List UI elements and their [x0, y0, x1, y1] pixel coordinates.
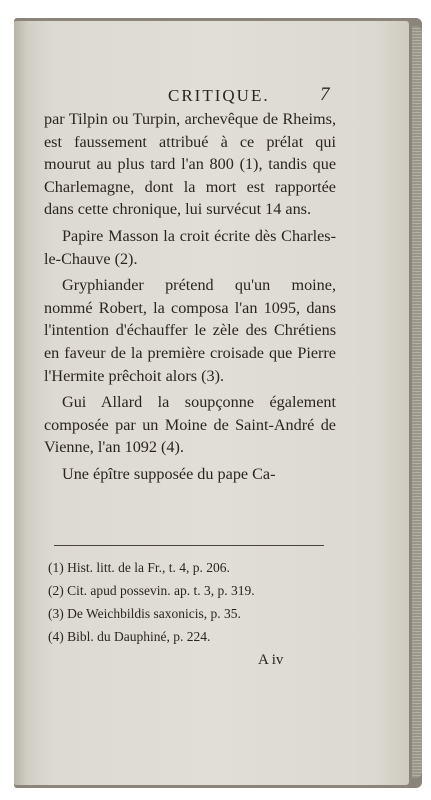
paragraph: Gryphiander prétend qu'un moine, nommé Robert, la composa l'an 1095, dans l'intention d'échauffer le zèle des Chrétiens en faveur de la première croisade que Pierre l'Hermite prêchoit alors (3). [44, 276, 336, 385]
page-edges [412, 26, 422, 778]
paragraph: Gui Allard la soupçonne également composée par un Moine de Saint-André de Vienne, l'an 1092 (4). [44, 393, 336, 457]
running-head: CRITIQUE. [168, 86, 270, 105]
paragraph: Papire Masson la croit écrite dès Charles-le-Chauve (2). [44, 226, 336, 268]
page-number: 7 [320, 84, 330, 105]
footnote-rule [54, 545, 324, 546]
footnote: (2) Cit. apud possevin. ap. t. 3, p. 319. [48, 583, 255, 598]
footnotes [48, 556, 328, 648]
signature-mark: A iv [258, 652, 284, 668]
footnote: (1) Hist. litt. de la Fr., t. 4, p. 206. [48, 560, 230, 575]
footnote: (4) Bibl. du Dauphiné, p. 224. [48, 629, 211, 644]
paragraph: Une épître supposée du pape Ca- [62, 464, 276, 483]
footnote: (3) De Weichbildis saxonicis, p. 35. [48, 606, 241, 621]
paragraph: par Tilpin ou Turpin, archevêque de Rheims, est faussement attribué à ce prélat qui mourut au plus tard l'an 800 (1), tandis que Charlemagne, dont la mort est rapportée dans cette chronique, lui survécut 14 ans. [44, 110, 336, 219]
body-text [44, 108, 336, 486]
